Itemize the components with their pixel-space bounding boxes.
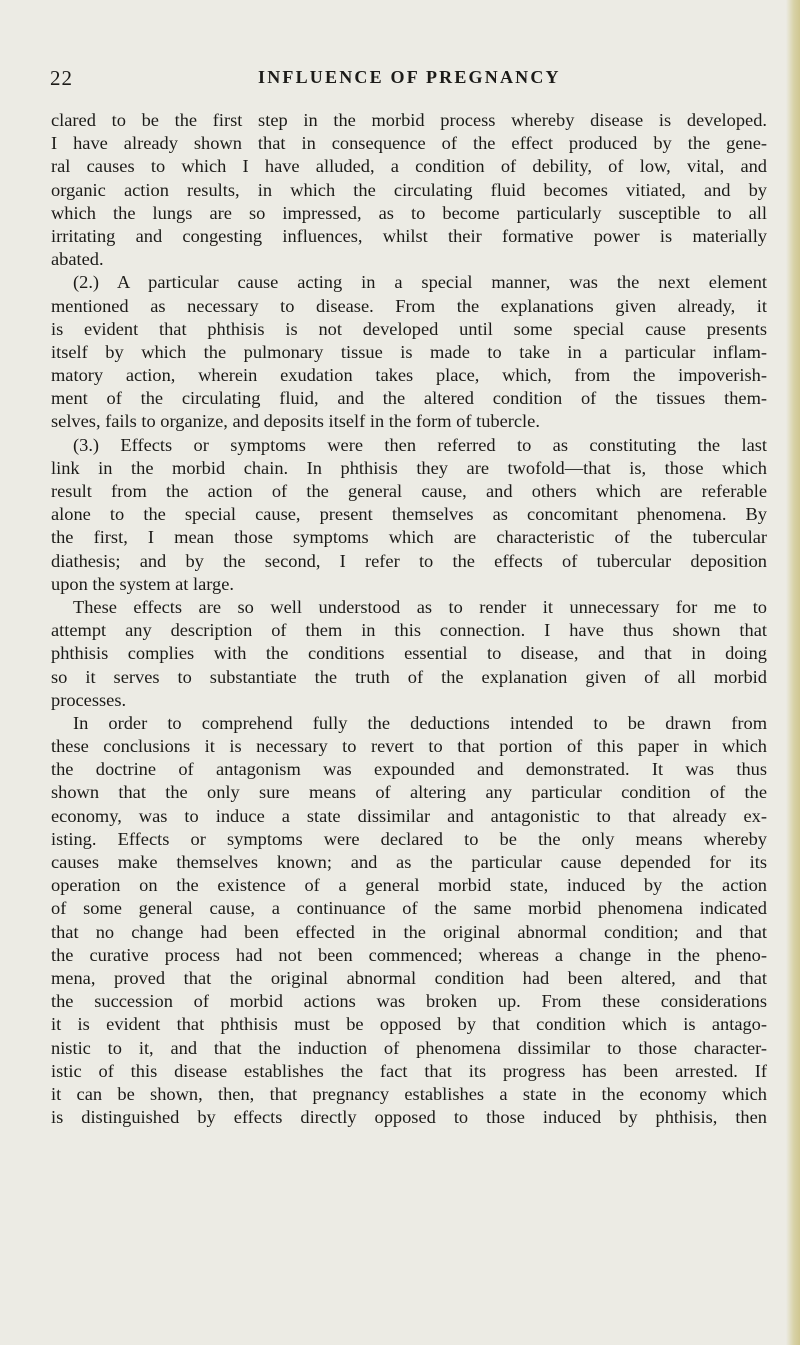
text-line: phthisis complies with the conditions essential to disease, and that in doing: [51, 643, 767, 664]
page-edge-shadow: [786, 0, 800, 1345]
text-line: abated.: [51, 249, 104, 270]
text-line: is distinguished by effects directly opposed to those induced by phthisis, then: [51, 1107, 767, 1128]
text-line: economy, was to induce a state dissimilar and antagonistic to that already ex-: [51, 805, 767, 826]
text-line: matory action, wherein exudation takes place, which, from the impoverish-: [51, 365, 767, 386]
text-line: that no change had been effected in the original abnormal condition; and that: [51, 921, 767, 942]
text-line: ral causes to which I have alluded, a condition of debility, of low, vital, and: [51, 156, 767, 177]
text-line: so it serves to substantiate the truth of the explanation given of all morbid: [51, 666, 767, 687]
text-line: These effects are so well understood as to render it unnecessary for me to: [73, 596, 767, 617]
text-line: itself by which the pulmonary tissue is made to take in a particular inflam-: [51, 341, 767, 362]
text-line: upon the system at large.: [51, 573, 235, 594]
text-line: alone to the special cause, present themselves as concomitant phenomena. By: [51, 504, 767, 525]
text-line: In order to comprehend fully the deductions intended to be drawn from: [73, 712, 767, 733]
text-line: the doctrine of antagonism was expounded and demonstrated. It was thus: [51, 759, 767, 780]
text-line: isting. Effects or symptoms were declared to be the only means whereby: [51, 828, 767, 849]
running-header: [50, 66, 765, 94]
text-line: ment of the circulating fluid, and the altered condition of the tissues them-: [51, 388, 767, 409]
text-line: the first, I mean those symptoms which are characteristic of the tubercular: [51, 527, 767, 548]
text-line: diathesis; and by the second, I refer to the effects of tubercular deposition: [51, 550, 767, 571]
text-line: operation on the existence of a general morbid state, induced by the action: [51, 875, 767, 896]
text-line: organic action results, in which the circulating fluid becomes vitiated, and by: [51, 179, 767, 200]
text-line: of some general cause, a continuance of the same morbid phenomena indicated: [51, 898, 767, 919]
body-text: [51, 109, 767, 1129]
text-line: result from the action of the general cause, and others which are referable: [51, 481, 767, 501]
text-line: link in the morbid chain. In phthisis they are twofold—that is, those which: [51, 457, 767, 478]
text-line: istic of this disease establishes the fact that its progress has been arrested. If: [51, 1060, 767, 1081]
text-line: causes make themselves known; and as the particular cause depended for its: [51, 852, 767, 872]
text-line: clared to be the first step in the morbid process whereby disease is developed.: [51, 110, 767, 130]
page-number: 22: [50, 66, 73, 90]
text-line: it is evident that phthisis must be opposed by that condition which is antago-: [51, 1014, 767, 1035]
text-line: it can be shown, then, that pregnancy establishes a state in the economy which: [51, 1083, 767, 1104]
text-line: irritating and congesting influences, whilst their formative power is materially: [51, 225, 767, 246]
text-line: (2.) A particular cause acting in a special manner, was the next element: [73, 272, 767, 293]
text-line: the curative process had not been commenced; whereas a change in the pheno-: [51, 944, 767, 965]
text-line: mentioned as necessary to disease. From the explanations given already, it: [51, 295, 767, 316]
text-line: shown that the only sure means of altering any particular condition of the: [51, 782, 767, 803]
text-line: processes.: [51, 689, 127, 710]
text-line: the succession of morbid actions was broken up. From these considerations: [51, 991, 767, 1012]
text-line: mena, proved that the original abnormal condition had been altered, and that: [51, 967, 767, 988]
text-line: (3.) Effects or symptoms were then referred to as constituting the last: [73, 434, 767, 455]
text-line: selves, fails to organize, and deposits itself in the form of tubercle.: [51, 411, 540, 432]
text-line: is evident that phthisis is not developed until some special cause presents: [51, 318, 767, 339]
text-line: attempt any description of them in this connection. I have thus shown that: [51, 620, 767, 641]
text-line: which the lungs are so impressed, as to become particularly susceptible to all: [51, 202, 767, 223]
text-line: these conclusions it is necessary to revert to that portion of this paper in which: [51, 736, 767, 757]
text-line: nistic to it, and that the induction of phenomena dissimilar to those character-: [51, 1037, 767, 1058]
text-line: I have already shown that in consequence of the effect produced by the gene-: [51, 133, 767, 154]
running-title: INFLUENCE OF PREGNANCY: [258, 67, 561, 87]
